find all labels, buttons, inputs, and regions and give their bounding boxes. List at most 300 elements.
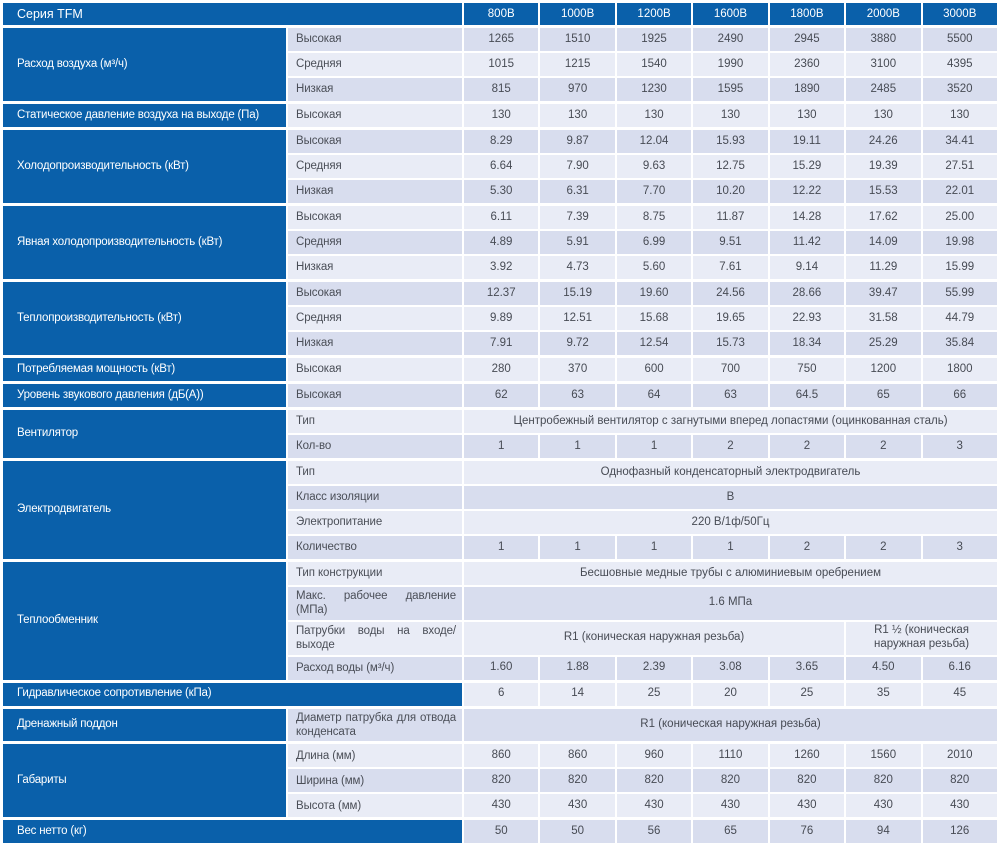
merged-value-cell: R1 ½ (коническая наружная резьба) — [846, 622, 997, 655]
value-cell: 63 — [693, 384, 767, 407]
category-label: Теплопроизводительность (кВт) — [3, 282, 286, 355]
category-label: Электродвигатель — [3, 461, 286, 559]
value-cell: 25 — [770, 683, 844, 706]
merged-value-cell: R1 (коническая наружная резьба) — [464, 622, 844, 655]
row-values — [464, 384, 997, 407]
value-cell: 1 — [464, 536, 538, 559]
row-sublabel: Средняя — [288, 231, 462, 254]
row-values — [464, 562, 997, 585]
value-cell: 2 — [693, 435, 767, 458]
value-cell: 3 — [923, 536, 997, 559]
model-column-header: 1800В — [770, 3, 844, 25]
value-cell: 15.99 — [923, 256, 997, 279]
row-values — [464, 769, 997, 792]
value-cell: 9.72 — [540, 332, 614, 355]
spec-row — [288, 231, 997, 254]
row-sublabel: Тип — [288, 461, 462, 484]
value-cell: 860 — [540, 744, 614, 767]
row-values — [464, 709, 997, 742]
row-sublabel: Низкая — [288, 332, 462, 355]
value-cell: 11.87 — [693, 206, 767, 229]
value-cell: 28.66 — [770, 282, 844, 305]
spec-group — [3, 410, 997, 458]
value-cell: 11.29 — [846, 256, 920, 279]
row-sublabel: Низкая — [288, 180, 462, 203]
spec-row — [288, 78, 997, 101]
value-cell: 130 — [770, 104, 844, 127]
value-cell: 700 — [693, 358, 767, 381]
row-sublabel: Тип — [288, 410, 462, 433]
spec-rows — [464, 820, 997, 843]
value-cell: 7.70 — [617, 180, 691, 203]
row-values — [464, 657, 997, 680]
value-cell: 3.65 — [770, 657, 844, 680]
value-cell: 1 — [540, 435, 614, 458]
value-cell: 39.47 — [846, 282, 920, 305]
value-cell: 430 — [693, 794, 767, 817]
value-cell: 12.54 — [617, 332, 691, 355]
value-cell: 860 — [464, 744, 538, 767]
value-cell: 430 — [846, 794, 920, 817]
category-label: Вентилятор — [3, 410, 286, 458]
value-cell: 1990 — [693, 53, 767, 76]
row-sublabel: Средняя — [288, 155, 462, 178]
spec-row — [288, 332, 997, 355]
value-cell: 12.04 — [617, 130, 691, 153]
value-cell: 130 — [846, 104, 920, 127]
value-cell: 1 — [617, 435, 691, 458]
value-cell: 34.41 — [923, 130, 997, 153]
value-cell: 3100 — [846, 53, 920, 76]
value-cell: 55.99 — [923, 282, 997, 305]
row-sublabel: Тип конструкции — [288, 562, 462, 585]
value-cell: 430 — [464, 794, 538, 817]
spec-rows — [288, 206, 997, 279]
value-cell: 64 — [617, 384, 691, 407]
value-cell: 9.89 — [464, 307, 538, 330]
row-sublabel: Макс. рабочее давление (МПа) — [288, 587, 462, 620]
value-cell: 12.51 — [540, 307, 614, 330]
spec-row — [288, 511, 997, 534]
model-column-header: 3000В — [923, 3, 997, 25]
value-cell: 1 — [617, 536, 691, 559]
value-cell: 24.26 — [846, 130, 920, 153]
value-cell: 1110 — [693, 744, 767, 767]
value-cell: 9.63 — [617, 155, 691, 178]
row-sublabel: Патрубки воды на входе/ выходе — [288, 622, 462, 655]
value-cell: 50 — [464, 820, 538, 843]
row-values — [464, 332, 997, 355]
row-sublabel: Высокая — [288, 282, 462, 305]
spec-row — [288, 307, 997, 330]
value-cell: 2485 — [846, 78, 920, 101]
value-cell: 18.34 — [770, 332, 844, 355]
row-sublabel: Средняя — [288, 53, 462, 76]
value-cell: 4.50 — [846, 657, 920, 680]
merged-value-cell: 220 В/1ф/50Гц — [464, 511, 997, 534]
row-sublabel: Высокая — [288, 206, 462, 229]
value-cell: 2.39 — [617, 657, 691, 680]
model-column-header: 1000В — [540, 3, 614, 25]
spec-group — [3, 820, 997, 843]
value-cell: 1595 — [693, 78, 767, 101]
value-cell: 1 — [693, 536, 767, 559]
spec-group — [3, 282, 997, 355]
spec-group — [3, 461, 997, 559]
value-cell: 6.99 — [617, 231, 691, 254]
spec-groups — [3, 28, 997, 843]
value-cell: 15.53 — [846, 180, 920, 203]
value-cell: 1230 — [617, 78, 691, 101]
value-cell: 8.29 — [464, 130, 538, 153]
value-cell: 2 — [770, 435, 844, 458]
value-cell: 6.64 — [464, 155, 538, 178]
value-cell: 6.11 — [464, 206, 538, 229]
spec-rows — [464, 683, 997, 706]
category-label: Расход воздуха (м³/ч) — [3, 28, 286, 101]
category-label: Холодопроизводительность (кВт) — [3, 130, 286, 203]
spec-row — [288, 206, 997, 229]
row-sublabel: Диаметр патрубка для отвода конденсата — [288, 709, 462, 742]
row-sublabel: Низкая — [288, 256, 462, 279]
row-sublabel: Высокая — [288, 358, 462, 381]
value-cell: 820 — [464, 769, 538, 792]
spec-row — [464, 820, 997, 843]
value-cell: 126 — [923, 820, 997, 843]
spec-row — [288, 435, 997, 458]
value-cell: 4.89 — [464, 231, 538, 254]
value-cell: 15.93 — [693, 130, 767, 153]
category-label: Габариты — [3, 744, 286, 817]
value-cell: 19.39 — [846, 155, 920, 178]
spec-row — [288, 461, 997, 484]
spec-rows — [288, 384, 997, 407]
value-cell: 15.68 — [617, 307, 691, 330]
value-cell: 1.88 — [540, 657, 614, 680]
value-cell: 20 — [693, 683, 767, 706]
row-values — [464, 683, 997, 706]
value-cell: 430 — [770, 794, 844, 817]
value-cell: 24.56 — [693, 282, 767, 305]
spec-row — [464, 683, 997, 706]
value-cell: 25.29 — [846, 332, 920, 355]
value-cell: 6.31 — [540, 180, 614, 203]
model-columns — [464, 3, 997, 25]
spec-row — [288, 358, 997, 381]
value-cell: 3.08 — [693, 657, 767, 680]
spec-rows — [288, 130, 997, 203]
value-cell: 370 — [540, 358, 614, 381]
row-values — [464, 180, 997, 203]
spec-row — [288, 104, 997, 127]
merged-value-cell: 1.6 МПа — [464, 587, 997, 620]
spec-group — [3, 358, 997, 381]
value-cell: 25 — [617, 683, 691, 706]
value-cell: 45 — [923, 683, 997, 706]
category-label: Уровень звукового давления (дБ(А)) — [3, 384, 286, 407]
category-label: Вес нетто (кг) — [3, 820, 462, 843]
value-cell: 12.22 — [770, 180, 844, 203]
model-column-header: 2000В — [846, 3, 920, 25]
spec-group — [3, 683, 997, 706]
row-sublabel: Электропитание — [288, 511, 462, 534]
row-sublabel: Длина (мм) — [288, 744, 462, 767]
value-cell: 5.91 — [540, 231, 614, 254]
spec-rows — [288, 358, 997, 381]
value-cell: 4395 — [923, 53, 997, 76]
spec-row — [288, 282, 997, 305]
value-cell: 5.60 — [617, 256, 691, 279]
value-cell: 12.75 — [693, 155, 767, 178]
value-cell: 1925 — [617, 28, 691, 51]
value-cell: 820 — [923, 769, 997, 792]
value-cell: 7.61 — [693, 256, 767, 279]
value-cell: 130 — [923, 104, 997, 127]
spec-row — [288, 657, 997, 680]
spec-group — [3, 744, 997, 817]
value-cell: 7.90 — [540, 155, 614, 178]
row-values — [464, 486, 997, 509]
value-cell: 1265 — [464, 28, 538, 51]
value-cell: 11.42 — [770, 231, 844, 254]
value-cell: 63 — [540, 384, 614, 407]
value-cell: 1200 — [846, 358, 920, 381]
value-cell: 1800 — [923, 358, 997, 381]
row-sublabel: Ширина (мм) — [288, 769, 462, 792]
value-cell: 19.11 — [770, 130, 844, 153]
value-cell: 2 — [846, 536, 920, 559]
row-values — [464, 820, 997, 843]
value-cell: 17.62 — [846, 206, 920, 229]
spec-row — [288, 384, 997, 407]
spec-row — [288, 709, 997, 742]
spec-rows — [288, 410, 997, 458]
value-cell: 130 — [693, 104, 767, 127]
category-label: Теплообменник — [3, 562, 286, 680]
row-values — [464, 104, 997, 127]
category-label: Потребляемая мощность (кВт) — [3, 358, 286, 381]
value-cell: 22.01 — [923, 180, 997, 203]
value-cell: 970 — [540, 78, 614, 101]
spec-rows — [288, 28, 997, 101]
spec-rows — [288, 709, 997, 742]
merged-value-cell: В — [464, 486, 997, 509]
value-cell: 1.60 — [464, 657, 538, 680]
value-cell: 820 — [540, 769, 614, 792]
value-cell: 130 — [540, 104, 614, 127]
value-cell: 7.39 — [540, 206, 614, 229]
value-cell: 960 — [617, 744, 691, 767]
spec-group — [3, 709, 997, 742]
category-label: Дренажный поддон — [3, 709, 286, 742]
value-cell: 820 — [846, 769, 920, 792]
value-cell: 35 — [846, 683, 920, 706]
spec-group — [3, 28, 997, 101]
merged-value-cell: Центробежный вентилятор с загнутыми вперед лопастями (оцинкованная сталь) — [464, 410, 997, 433]
value-cell: 430 — [923, 794, 997, 817]
value-cell: 35.84 — [923, 332, 997, 355]
row-values — [464, 28, 997, 51]
spec-row — [288, 536, 997, 559]
row-sublabel: Средняя — [288, 307, 462, 330]
value-cell: 6 — [464, 683, 538, 706]
spec-row — [288, 587, 997, 620]
value-cell: 22.93 — [770, 307, 844, 330]
value-cell: 64.5 — [770, 384, 844, 407]
spec-rows — [288, 461, 997, 559]
value-cell: 820 — [770, 769, 844, 792]
value-cell: 6.16 — [923, 657, 997, 680]
value-cell: 65 — [846, 384, 920, 407]
value-cell: 8.75 — [617, 206, 691, 229]
spec-row — [288, 410, 997, 433]
row-sublabel: Высокая — [288, 28, 462, 51]
category-label: Статическое давление воздуха на выходе (Па) — [3, 104, 286, 127]
value-cell: 9.14 — [770, 256, 844, 279]
row-sublabel: Низкая — [288, 78, 462, 101]
spec-group — [3, 104, 997, 127]
value-cell: 430 — [540, 794, 614, 817]
spec-row — [288, 130, 997, 153]
row-values — [464, 622, 997, 655]
category-label: Гидравлическое сопротивление (кПа) — [3, 683, 462, 706]
table-header-row — [3, 3, 997, 25]
spec-row — [288, 155, 997, 178]
spec-group — [3, 384, 997, 407]
row-sublabel: Расход воды (м³/ч) — [288, 657, 462, 680]
value-cell: 3.92 — [464, 256, 538, 279]
value-cell: 15.19 — [540, 282, 614, 305]
spec-rows — [288, 104, 997, 127]
value-cell: 19.60 — [617, 282, 691, 305]
value-cell: 44.79 — [923, 307, 997, 330]
row-values — [464, 307, 997, 330]
value-cell: 15.29 — [770, 155, 844, 178]
value-cell: 27.51 — [923, 155, 997, 178]
value-cell: 2 — [846, 435, 920, 458]
spec-row — [288, 53, 997, 76]
spec-row — [288, 744, 997, 767]
value-cell: 19.98 — [923, 231, 997, 254]
value-cell: 130 — [617, 104, 691, 127]
row-values — [464, 78, 997, 101]
row-sublabel: Кол-во — [288, 435, 462, 458]
value-cell: 600 — [617, 358, 691, 381]
model-column-header: 1200В — [617, 3, 691, 25]
row-values — [464, 744, 997, 767]
value-cell: 62 — [464, 384, 538, 407]
spec-row — [288, 28, 997, 51]
row-values — [464, 587, 997, 620]
value-cell: 25.00 — [923, 206, 997, 229]
value-cell: 5500 — [923, 28, 997, 51]
row-values — [464, 794, 997, 817]
value-cell: 820 — [617, 769, 691, 792]
value-cell: 56 — [617, 820, 691, 843]
value-cell: 14.09 — [846, 231, 920, 254]
value-cell: 3520 — [923, 78, 997, 101]
row-sublabel: Высота (мм) — [288, 794, 462, 817]
spec-group — [3, 130, 997, 203]
value-cell: 1015 — [464, 53, 538, 76]
value-cell: 1 — [540, 536, 614, 559]
value-cell: 9.87 — [540, 130, 614, 153]
merged-value-cell: Бесшовные медные трубы с алюминиевым оребрением — [464, 562, 997, 585]
merged-value-cell: Однофазный конденсаторный электродвигатель — [464, 461, 997, 484]
value-cell: 1215 — [540, 53, 614, 76]
value-cell: 2010 — [923, 744, 997, 767]
value-cell: 9.51 — [693, 231, 767, 254]
value-cell: 1560 — [846, 744, 920, 767]
spec-rows — [288, 562, 997, 680]
value-cell: 1890 — [770, 78, 844, 101]
row-values — [464, 155, 997, 178]
spec-row — [288, 180, 997, 203]
row-values — [464, 206, 997, 229]
row-sublabel: Высокая — [288, 104, 462, 127]
value-cell: 430 — [617, 794, 691, 817]
spec-group — [3, 206, 997, 279]
row-values — [464, 130, 997, 153]
row-values — [464, 256, 997, 279]
spec-row — [288, 622, 997, 655]
row-values — [464, 53, 997, 76]
spec-row — [288, 486, 997, 509]
value-cell: 66 — [923, 384, 997, 407]
row-sublabel: Высокая — [288, 130, 462, 153]
value-cell: 2945 — [770, 28, 844, 51]
row-values — [464, 282, 997, 305]
row-values — [464, 511, 997, 534]
value-cell: 31.58 — [846, 307, 920, 330]
category-label: Явная холодопроизводительность (кВт) — [3, 206, 286, 279]
value-cell: 130 — [464, 104, 538, 127]
value-cell: 14 — [540, 683, 614, 706]
value-cell: 14.28 — [770, 206, 844, 229]
row-values — [464, 536, 997, 559]
value-cell: 815 — [464, 78, 538, 101]
row-values — [464, 231, 997, 254]
spec-row — [288, 256, 997, 279]
model-column-header: 800В — [464, 3, 538, 25]
value-cell: 3 — [923, 435, 997, 458]
value-cell: 4.73 — [540, 256, 614, 279]
model-column-header: 1600В — [693, 3, 767, 25]
spec-row — [288, 794, 997, 817]
value-cell: 1540 — [617, 53, 691, 76]
value-cell: 94 — [846, 820, 920, 843]
row-values — [464, 410, 997, 433]
row-sublabel: Количество — [288, 536, 462, 559]
value-cell: 50 — [540, 820, 614, 843]
value-cell: 1260 — [770, 744, 844, 767]
spec-rows — [288, 282, 997, 355]
value-cell: 750 — [770, 358, 844, 381]
spec-group — [3, 562, 997, 680]
value-cell: 65 — [693, 820, 767, 843]
value-cell: 2490 — [693, 28, 767, 51]
row-values — [464, 461, 997, 484]
value-cell: 5.30 — [464, 180, 538, 203]
row-values — [464, 435, 997, 458]
value-cell: 76 — [770, 820, 844, 843]
value-cell: 12.37 — [464, 282, 538, 305]
spec-row — [288, 562, 997, 585]
spec-row — [288, 769, 997, 792]
value-cell: 2360 — [770, 53, 844, 76]
value-cell: 15.73 — [693, 332, 767, 355]
row-sublabel: Высокая — [288, 384, 462, 407]
